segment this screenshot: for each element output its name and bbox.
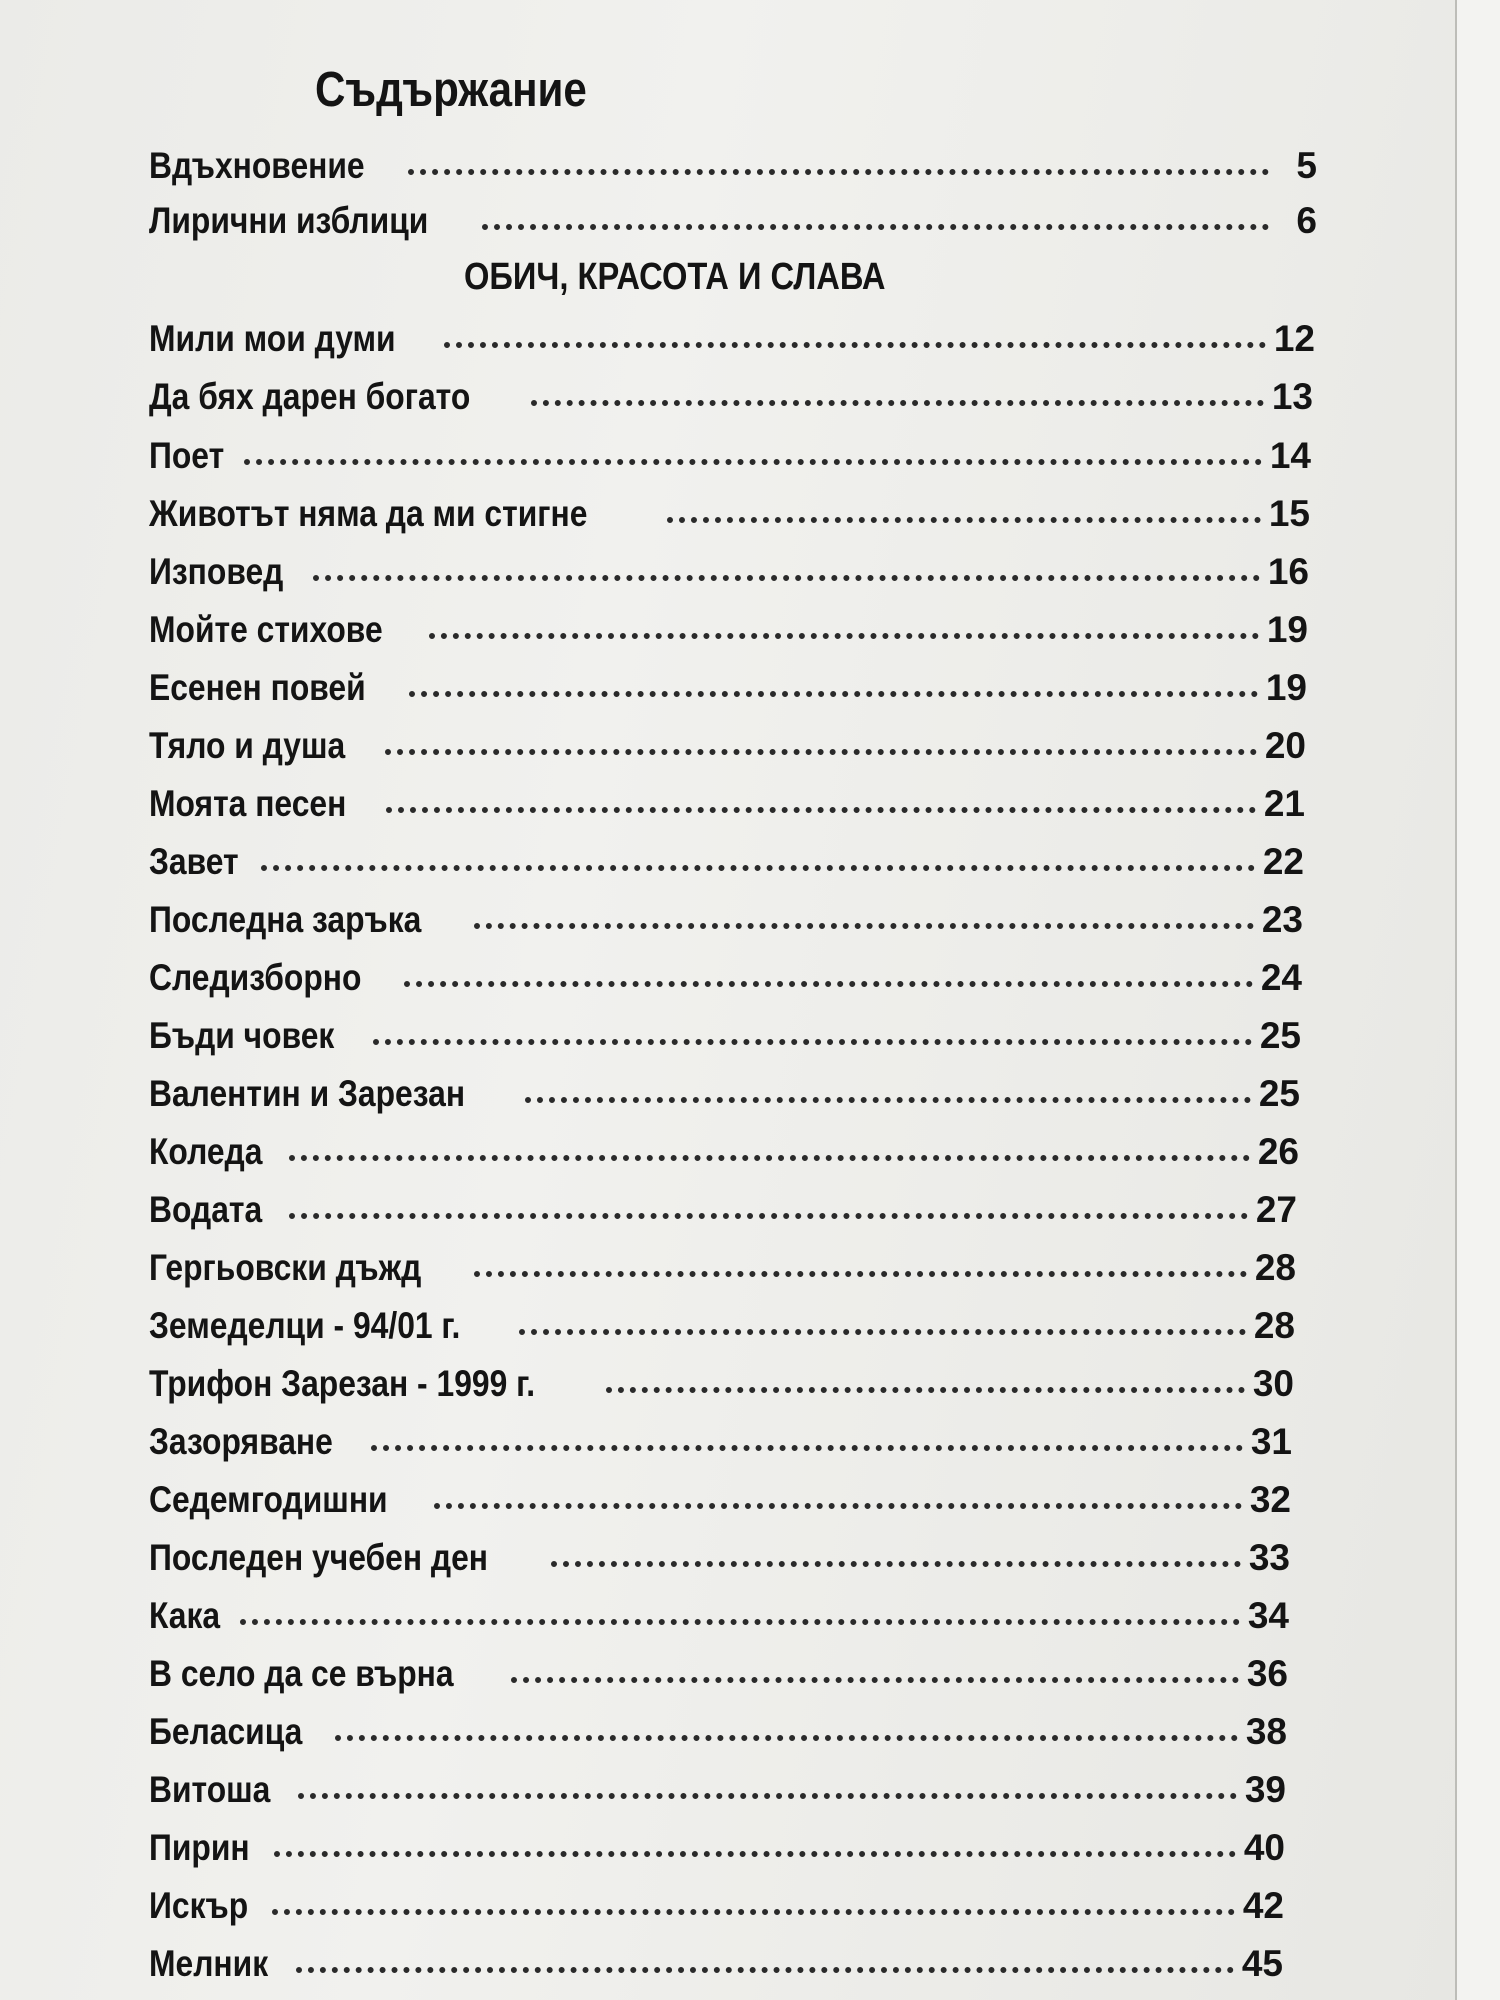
dot-leader bbox=[335, 1735, 1237, 1741]
dot-leader bbox=[244, 459, 1261, 465]
entry-title: Седемгодишни bbox=[149, 1479, 388, 1520]
dot-leader bbox=[531, 400, 1264, 406]
toc-entry bbox=[149, 435, 1311, 479]
dot-leader bbox=[385, 749, 1257, 755]
entry-page-number: 6 bbox=[1296, 200, 1317, 241]
entry-page-number: 40 bbox=[1243, 1827, 1285, 1868]
toc-title: Съдържание bbox=[315, 63, 587, 117]
entry-page-number: 27 bbox=[1255, 1189, 1297, 1230]
entry-title: Мойте стихове bbox=[149, 609, 383, 650]
entry-title: Искър bbox=[149, 1885, 249, 1926]
toc-entry bbox=[149, 841, 1304, 885]
entry-page-number: 21 bbox=[1263, 783, 1305, 824]
dot-leader bbox=[296, 1967, 1234, 1973]
entry-title: Да бях дарен богато bbox=[149, 376, 471, 417]
show-through-text bbox=[230, 40, 1330, 1040]
entry-title: Беласица bbox=[149, 1711, 303, 1752]
toc-entry bbox=[149, 1537, 1290, 1581]
toc-entry bbox=[149, 609, 1308, 653]
entry-title: Тяло и душа bbox=[149, 725, 346, 766]
entry-title: Мили мои думи bbox=[149, 318, 396, 359]
entry-title: Поет bbox=[149, 435, 225, 476]
dot-leader bbox=[519, 1329, 1246, 1335]
entry-title: Коледа bbox=[149, 1131, 263, 1172]
toc-entry bbox=[149, 1189, 1297, 1233]
toc-entry bbox=[149, 783, 1305, 827]
dot-leader bbox=[474, 1271, 1247, 1277]
entry-title: Моята песен bbox=[149, 783, 347, 824]
entry-page-number: 31 bbox=[1250, 1421, 1292, 1462]
toc-entry bbox=[149, 1943, 1283, 1987]
dot-leader bbox=[606, 1387, 1245, 1393]
entry-page-number: 45 bbox=[1241, 1943, 1283, 1984]
dot-leader bbox=[274, 1851, 1236, 1857]
section-heading: ОБИЧ, КРАСОТА И СЛАВА bbox=[464, 256, 886, 298]
entry-page-number: 23 bbox=[1261, 899, 1303, 940]
entry-title: Есенен повей bbox=[149, 667, 366, 708]
entry-page-number: 5 bbox=[1296, 145, 1317, 186]
dot-leader bbox=[272, 1909, 1235, 1915]
entry-page-number: 16 bbox=[1267, 551, 1309, 592]
dot-leader bbox=[240, 1619, 1240, 1625]
dot-leader bbox=[373, 1039, 1252, 1045]
dot-leader bbox=[474, 923, 1254, 929]
toc-entry bbox=[149, 1131, 1299, 1175]
entry-page-number: 28 bbox=[1254, 1247, 1296, 1288]
toc-entry bbox=[149, 1479, 1291, 1523]
dot-leader bbox=[667, 517, 1261, 523]
dot-leader bbox=[434, 1503, 1241, 1509]
dot-leader bbox=[386, 807, 1255, 813]
entry-page-number: 22 bbox=[1262, 841, 1304, 882]
dot-leader bbox=[404, 981, 1253, 987]
toc-entry bbox=[149, 1363, 1294, 1407]
entry-title: Последна заръка bbox=[149, 899, 422, 940]
dot-leader bbox=[409, 691, 1258, 697]
entry-title: Трифон Зарезан - 1999 г. bbox=[149, 1363, 536, 1404]
entry-page-number: 36 bbox=[1246, 1653, 1288, 1694]
toc-entry bbox=[149, 1015, 1301, 1059]
entry-page-number: 32 bbox=[1249, 1479, 1291, 1520]
entry-page-number: 33 bbox=[1248, 1537, 1290, 1578]
entry-title: Водата bbox=[149, 1189, 263, 1230]
entry-title: Витоша bbox=[149, 1769, 271, 1810]
entry-page-number: 25 bbox=[1258, 1073, 1300, 1114]
dot-leader bbox=[482, 224, 1269, 230]
toc-entry bbox=[149, 1885, 1284, 1929]
toc-entry bbox=[149, 318, 1315, 362]
dot-leader bbox=[371, 1445, 1243, 1451]
entry-title: Мелник bbox=[149, 1943, 269, 1984]
dot-leader bbox=[313, 575, 1260, 581]
entry-page-number: 38 bbox=[1245, 1711, 1287, 1752]
dot-leader bbox=[298, 1793, 1237, 1799]
entry-title: Животът няма да ми стигне bbox=[149, 493, 588, 534]
toc-entry bbox=[149, 1305, 1295, 1349]
dot-leader bbox=[261, 865, 1255, 871]
dot-leader bbox=[289, 1213, 1248, 1219]
toc-entry bbox=[149, 145, 1317, 189]
entry-page-number: 13 bbox=[1271, 376, 1313, 417]
toc-entry bbox=[149, 493, 1310, 537]
entry-title: Вдъхновение bbox=[149, 145, 365, 186]
entry-page-number: 19 bbox=[1266, 609, 1308, 650]
toc-entry bbox=[149, 1247, 1296, 1291]
entry-title: Гергьовски дъжд bbox=[149, 1247, 422, 1288]
entry-title: Зазоряване bbox=[149, 1421, 333, 1462]
toc-entry bbox=[149, 551, 1309, 595]
toc-entry bbox=[149, 667, 1307, 711]
entry-title: Валентин и Зарезан bbox=[149, 1073, 466, 1114]
entry-page-number: 12 bbox=[1273, 318, 1315, 359]
entry-page-number: 15 bbox=[1268, 493, 1310, 534]
toc-entry bbox=[149, 376, 1313, 420]
entry-title: Изповед bbox=[149, 551, 284, 592]
dot-leader bbox=[444, 342, 1266, 348]
entry-page-number: 19 bbox=[1265, 667, 1307, 708]
entry-title: Лирични изблици bbox=[149, 200, 429, 241]
entry-title: Следизборно bbox=[149, 957, 362, 998]
entry-page-number: 30 bbox=[1252, 1363, 1294, 1404]
entry-page-number: 42 bbox=[1242, 1885, 1284, 1926]
entry-page-number: 25 bbox=[1259, 1015, 1301, 1056]
entry-title: Последен учебен ден bbox=[149, 1537, 489, 1578]
toc-entry bbox=[149, 957, 1302, 1001]
dot-leader bbox=[551, 1561, 1241, 1567]
toc-entry bbox=[149, 200, 1317, 244]
toc-entry bbox=[149, 1711, 1287, 1755]
entry-page-number: 20 bbox=[1264, 725, 1306, 766]
toc-entry bbox=[149, 1421, 1292, 1465]
toc-entry bbox=[149, 1653, 1288, 1697]
toc-entry bbox=[149, 1827, 1285, 1871]
entry-page-number: 28 bbox=[1253, 1305, 1295, 1346]
entry-page-number: 26 bbox=[1257, 1131, 1299, 1172]
entry-title: Пирин bbox=[149, 1827, 250, 1868]
toc-entry bbox=[149, 1595, 1289, 1639]
entry-title: Завет bbox=[149, 841, 239, 882]
entry-title: Кака bbox=[149, 1595, 221, 1636]
entry-page-number: 24 bbox=[1260, 957, 1302, 998]
dot-leader bbox=[429, 633, 1259, 639]
entry-page-number: 39 bbox=[1244, 1769, 1286, 1810]
entry-title: Бъди човек bbox=[149, 1015, 335, 1056]
toc-entry bbox=[149, 1073, 1300, 1117]
dot-leader bbox=[289, 1155, 1250, 1161]
toc-entry bbox=[149, 899, 1303, 943]
entry-title: В село да се върна bbox=[149, 1653, 454, 1694]
toc-entry bbox=[149, 1769, 1286, 1813]
dot-leader bbox=[511, 1677, 1239, 1683]
dot-leader bbox=[408, 169, 1269, 175]
entry-page-number: 14 bbox=[1269, 435, 1311, 476]
entry-page-number: 34 bbox=[1247, 1595, 1289, 1636]
facing-page-edge bbox=[1455, 0, 1500, 2000]
toc-entry bbox=[149, 725, 1306, 769]
dot-leader bbox=[525, 1097, 1251, 1103]
entry-title: Земеделци - 94/01 г. bbox=[149, 1305, 461, 1346]
